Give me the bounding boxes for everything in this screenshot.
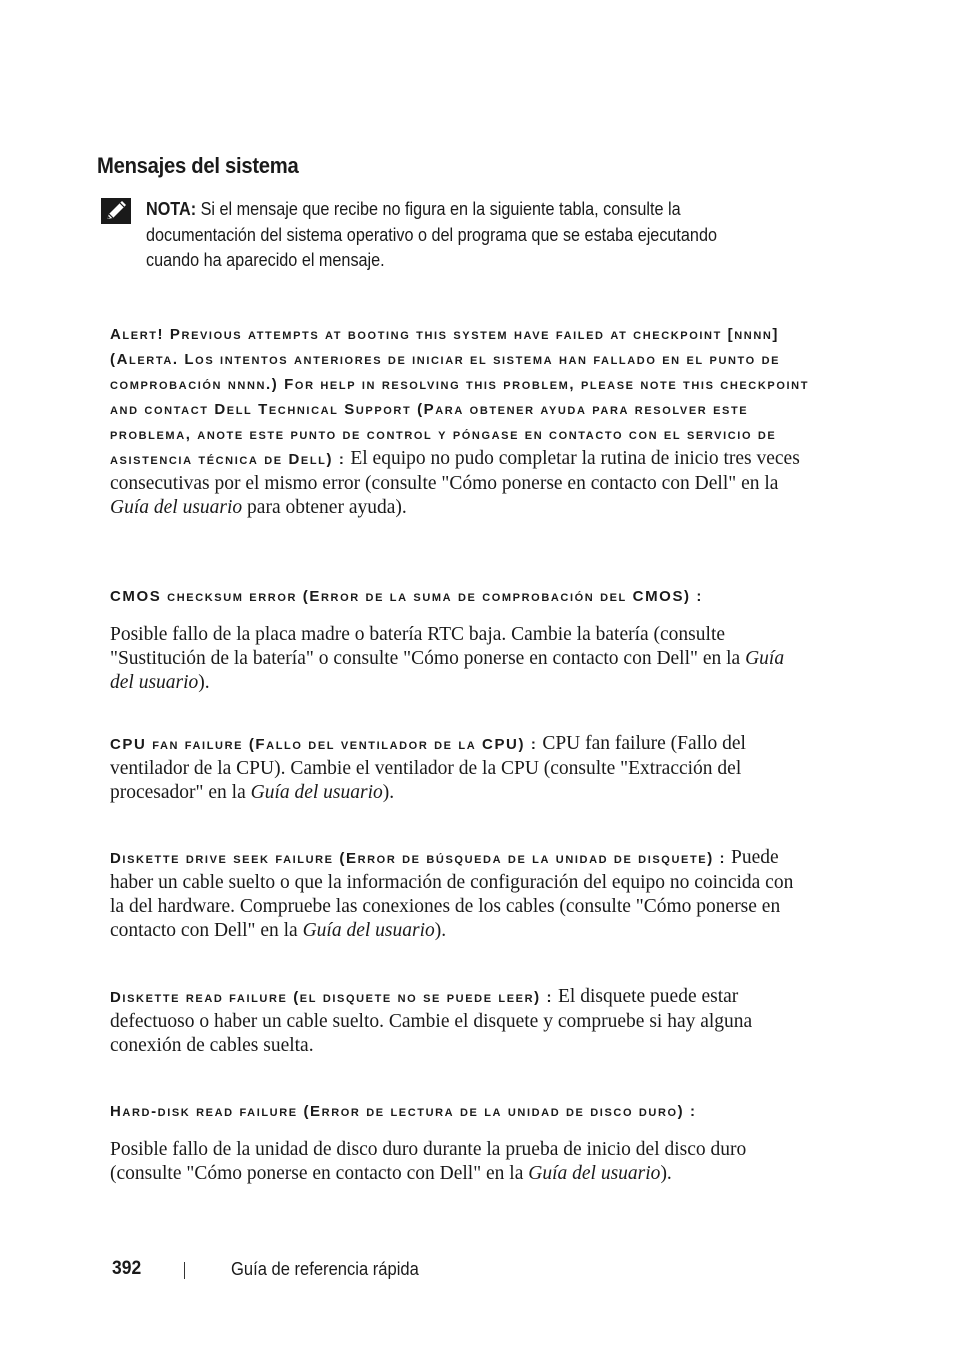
- message-entry-cpu-fan: [110, 732, 810, 805]
- footer-divider: [184, 1262, 185, 1279]
- note-text: Si el mensaje que recibe no figura en la siguiente tabla, consulte la documentación del sistema operativo o del programa que se estaba ejecutando cuando ha aparecido el mensaje.: [146, 199, 717, 270]
- message-description: Puede haber un cable suelto o que la información de configuración del equipo no coincida con la del hardware. Compruebe las conexiones de los cables (consulte "Cómo ponerse en contacto con Dell" en la Guía del usuario).: [110, 847, 794, 941]
- message-description: El equipo no pudo completar la rutina de inicio tres veces consecutivas por el mismo error (consulte "Cómo ponerse en contacto con Dell" en la Guía del usuario para obtener ayuda).: [110, 448, 800, 518]
- message-entry-hard-disk-read: [110, 1100, 810, 1186]
- footer-title: Guía de referencia rápida: [231, 1259, 419, 1279]
- message-entry-diskette-seek: [110, 846, 810, 943]
- message-term: Alert! Previous attempts at booting this system have failed at checkpoint [nnnn] (Alerta. Los intentos anteriores de iniciar el sistema han fallado en el punto de comprobación nnnn.) For help in resolving this problem, please note this checkpoint and contact Dell Technical Support (Para obtener ayuda para resolver este problema, anote este punto de control y póngase en contacto con el servicio de asistencia técnica de Dell) :: [110, 326, 810, 468]
- message-entry-cmos: [110, 585, 810, 695]
- message-entry-alert: [110, 322, 810, 520]
- message-entry-diskette-read: [110, 985, 810, 1058]
- message-description: El disquete puede estar defectuoso o haber un cable suelto. Cambie el disquete y compruebe si hay alguna conexión de cables suelta.: [110, 986, 753, 1056]
- note-box: [146, 197, 758, 274]
- message-term: Hard-disk read failure (Error de lectura de la unidad de disco duro) :: [110, 1103, 697, 1120]
- message-term: Diskette read failure (el disquete no se puede leer) :: [110, 989, 554, 1006]
- message-term: CMOS checksum error (Error de la suma de comprobación del CMOS) :: [110, 588, 704, 605]
- message-description: Posible fallo de la unidad de disco duro durante la prueba de inicio del disco duro (consulte "Cómo ponerse en contacto con Dell" en la Guía del usuario).: [110, 1139, 747, 1184]
- pencil-note-icon: [100, 197, 132, 225]
- message-description: Posible fallo de la placa madre o batería RTC baja. Cambie la batería (consulte "Sustitución de la batería" o consulte "Cómo ponerse en contacto con Dell" en la Guía del usuario).: [110, 624, 785, 693]
- page-number: 392: [112, 1258, 142, 1279]
- message-term: Diskette drive seek failure (Error de búsqueda de la unidad de disquete) :: [110, 850, 727, 867]
- message-term: CPU fan failure (Fallo del ventilador de la CPU) :: [110, 736, 538, 753]
- note-label: NOTA:: [146, 199, 197, 219]
- message-description: CPU fan failure (Fallo del ventilador de la CPU). Cambie el ventilador de la CPU (consulte "Extracción del procesador" en la Guía del usuario).: [110, 733, 746, 803]
- section-heading: Mensajes del sistema: [97, 153, 299, 178]
